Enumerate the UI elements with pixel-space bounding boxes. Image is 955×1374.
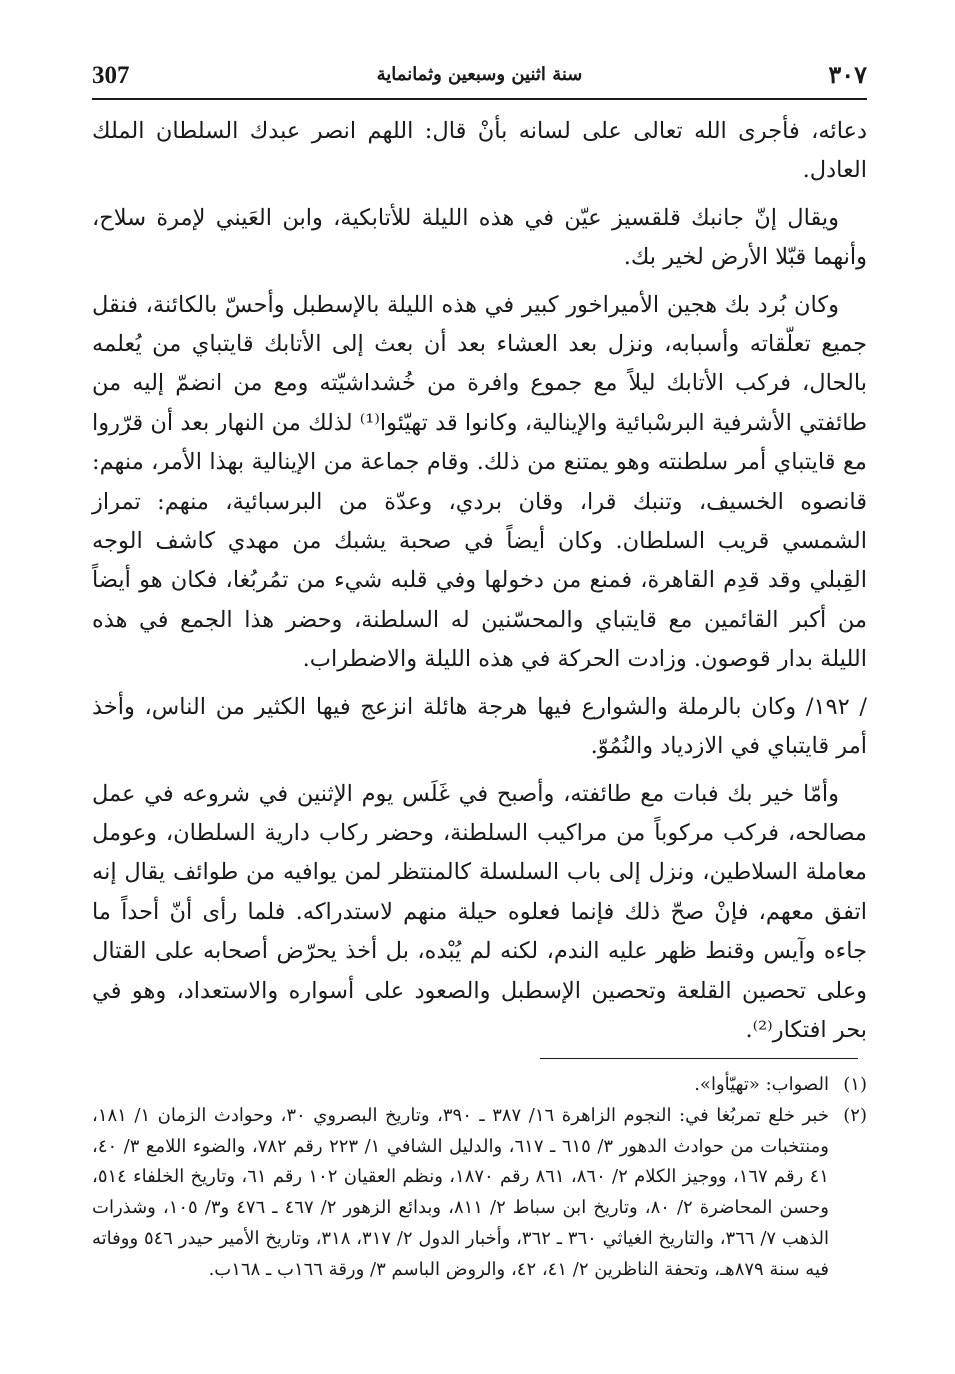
paragraph: / ١٩٢/ وكان بالرملة والشوارع فيها هرجة هائلة انزعج فيها الكثير من الناس، وأخذ أمر قايتباي في الازدياد والنُمُوّ. [92,693,867,760]
footnotes [92,1070,867,1286]
page-number-arabic: ٣٠٧ [828,60,867,89]
footnote-divider [540,1058,858,1059]
footnote [92,1070,867,1101]
main-text [92,112,867,1050]
paragraph: وأمّا خير بك فبات مع طائفته، وأصبح في غَلَس يوم الإثنين في شروعه في عمل مصالحه، فركب مركوباً من مراكيب السلطنة، وحضر ركاب دارية السلطان، وعومل معاملة السلاطين، ونزل إلى باب السلسلة كالمنتظر لمن يوافيه من طوائف يقال إنه اتفق معهم، فإنْ صحّ ذلك فإنما فعلوه حيلة منهم لاستدراكه. فلما رأى أنّ أحداً ما جاءه وآيس وقنط ظهر عليه الندم، لكنه لم يُبْده، بل أخذ يحرّض أصحابه على القتال وعلى تحصين القلعة وتحصين الإسطبل والصعود على أسواره والاستعداد، وهو في بحر افتكار⁽²⁾. [92,780,867,1043]
footnote-text: الصواب: «تهيّأوا». [694,1074,829,1095]
running-title: سنة اثنين وسبعين وثمانماية [376,64,583,85]
paragraph: دعائه، فأجرى الله تعالى على لسانه بأنْ قال: اللهم انصر عبدك السلطان الملك العادل. [92,118,867,184]
page-header [92,60,867,96]
footnote [92,1101,867,1286]
paragraph: وكان بُرد بك هجين الأميراخور كبير في هذه الليلة بالإسطبل وأحسّ بالكائنة، فنقل جميع تعلّقاته وأسبابه، ونزل بعد العشاء بعد أن بعث إلى الأتابك قايتباي من يُعلمه بالحال، فركب الأتابك ليلاً مع جموع وافرة من خُشداشيّته ومع من انضمّ إليه من طائفتي الأشرفية البرسْبائية والإينالية، وكانوا قد تهيّئوا⁽¹⁾ لذلك من النهار بعد أن قرّروا مع قايتباي أمر سلطنته وهو يمتنع من ذلك. وقام جماعة من الإينالية بهذا الأمر، منهم: قانصوه الخسيف، وتنبك قرا، وقان بردي، وعدّة من البرسبائية، منهم: تمراز الشمسي قريب السلطان. وكان أيضاً في صحبة يشبك من مهدي كاشف الوجه القِبلي وقد قدِم القاهرة، فمنع من دخولها وفي قلبه شيء من تمُربُغا، فكان هو أيضاً من أكبر القائمين مع قايتباي والمحسّنين له السلطنة، وحضر هذا الجمع في هذه الليلة بدار قوصون. وزادت الحركة في هذه الليلة والاضطراب. [92,291,867,673]
footnote-text: خبر خلع تمربُغا في: النجوم الزاهرة ١٦/ ٣٨٧ ـ ٣٩٠، وتاريخ البصروي ٣٠، وحوادث الزمان ١/ ١٨١، ومنتخبات من حوادث الدهور ٣/ ٦١٥ ـ ٦١٧، والدليل الشافي ١/ ٢٢٣ رقم ٧٨٢، والضوء اللامع ٣/ ٤٠، ٤١ رقم ١٦٧، ووجيز الكلام ٢/ ٨٦٠، ٨٦١ رقم ١٨٧٠، ونظم العقيان ١٠٢ رقم ٦١، وتاريخ الخلفاء ٥١٤، وحسن المحاضرة ٢/ ٨٠، وتاريخ ابن سباط ٢/ ٨١١، وبدائع الزهور ٢/ ٤٦٧ ـ ٤٧٦ و٣/ ١٠٥، وشذرات الذهب ٧/ ٣٦٦، والتاريخ الغياثي ٣٦٠ ـ ٣٦٢، وأخبار الدول ٢/ ٣١٧، ٣١٨، وتاريخ الأمير حيدر ٥٤٦ ووفاته فيه سنة ٨٧٩هـ، وتحفة الناظرين ٢/ ٤١، ٤٢، والروض الباسم ٣/ ورقة ١٦٦ب ـ ١٦٨ب. [92,1104,829,1280]
footnote-marker: (١) [843,1074,867,1095]
footnote-marker: (٢) [843,1104,867,1126]
header-divider [92,98,867,100]
page-number-latin: 307 [92,62,130,89]
paragraph: ويقال إنّ جانبك قلقسيز عيّن في هذه الليلة للأتابكية، وابن العَيني لإمرة سلاح، وأنهما قبّلا الأرض لخير بك. [92,204,867,271]
